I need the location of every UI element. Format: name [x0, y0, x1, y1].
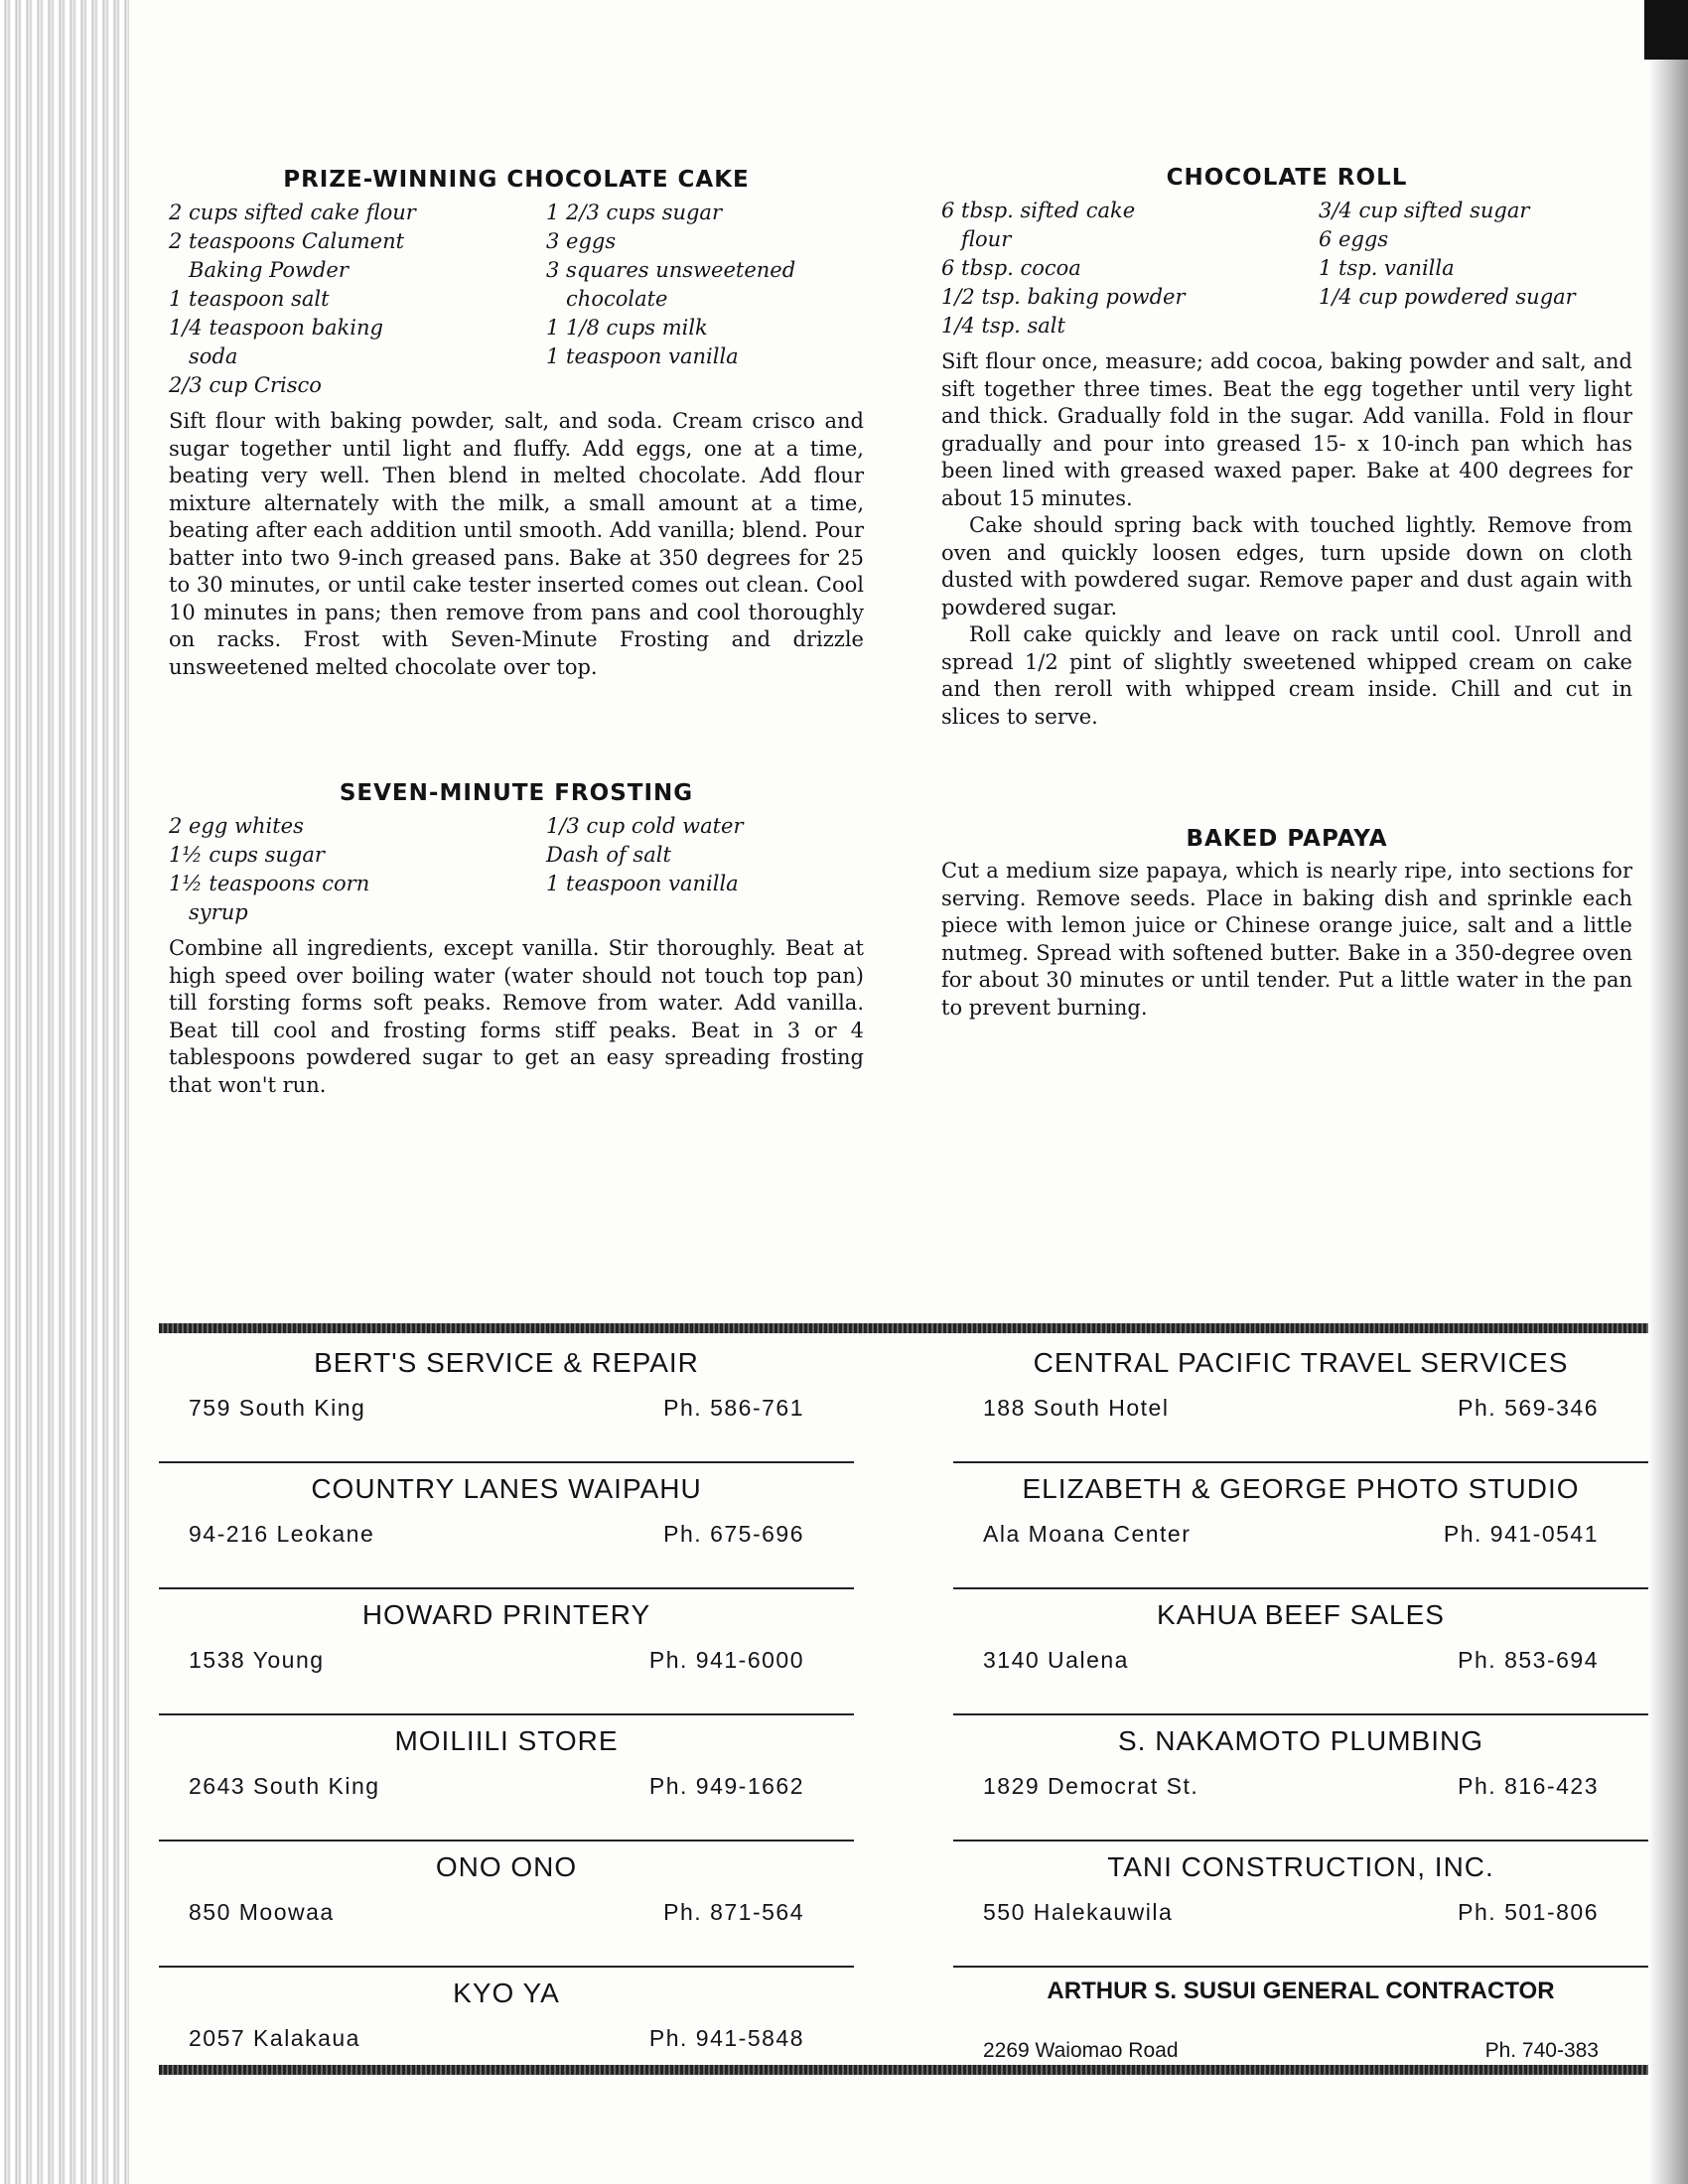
business-name: KYO YA [453, 1978, 560, 2008]
recipe-title: CHOCOLATE ROLL [1166, 165, 1408, 191]
ingredient-item: 3/4 cup sifted sugar [1319, 199, 1530, 222]
business-name: COUNTRY LANES WAIPAHU [311, 1473, 702, 1504]
ads-left-column [159, 1337, 854, 2092]
ingredient-column [169, 199, 526, 400]
business-name: CENTRAL PACIFIC TRAVEL SERVICES [1033, 1347, 1569, 1378]
ingredient-item: 2 cups sifted cake flour [169, 201, 416, 224]
business-ad [953, 1337, 1648, 1463]
ingredient-item: Dash of salt [546, 843, 671, 867]
business-name: S. NAKAMOTO PLUMBING [1118, 1725, 1483, 1756]
ingredient-column [546, 199, 864, 400]
business-name: MOILIILI STORE [394, 1725, 619, 1756]
ingredient-column [546, 812, 864, 927]
business-address: 1829 Democrat St. [983, 1773, 1199, 1799]
page-edge-shadow [1648, 0, 1688, 2184]
ingredient-item: 1 teaspoon vanilla [546, 872, 739, 895]
business-ad [159, 1463, 854, 1589]
recipe-directions [169, 408, 864, 681]
business-ad [953, 1715, 1648, 1842]
recipe-directions [941, 348, 1632, 731]
business-ad [953, 1463, 1648, 1589]
business-phone: Ph. 816-423 [1458, 1773, 1599, 1799]
ingredient-item: 6 eggs [1319, 227, 1389, 251]
business-address: 759 South King [189, 1395, 366, 1421]
business-phone: Ph. 949-1662 [648, 1773, 804, 1799]
business-address: 2643 South King [189, 1773, 380, 1799]
ingredient-column [169, 812, 526, 927]
ingredient-item: 3 eggs [546, 229, 617, 253]
business-phone: Ph. 501-806 [1458, 1899, 1599, 1925]
ingredient-item: 1/4 teaspoon baking soda [169, 316, 383, 368]
ingredient-item: 1/4 cup powdered sugar [1319, 285, 1576, 309]
ingredient-item: 6 tbsp. cocoa [941, 256, 1081, 280]
business-ad [159, 1589, 854, 1715]
business-phone: Ph. 740-383 [1484, 2039, 1599, 2062]
business-address: 2269 Waiomao Road [983, 2039, 1179, 2062]
business-address: Ala Moana Center [983, 1521, 1192, 1547]
business-phone: Ph. 941-6000 [648, 1647, 804, 1673]
recipe-seven-minute-frosting [169, 780, 864, 1099]
ingredient-item: 1½ teaspoons corn syrup [169, 872, 370, 924]
recipe-chocolate-cake [169, 167, 864, 681]
business-address: 850 Moowaa [189, 1899, 335, 1925]
ingredient-item: 1/2 tsp. baking powder [941, 285, 1186, 309]
ingredient-item: 2/3 cup Crisco [169, 373, 322, 397]
ingredient-list [169, 199, 864, 400]
business-address: 550 Halekauwila [983, 1899, 1174, 1925]
ingredient-item: 1½ cups sugar [169, 843, 325, 867]
direction-paragraph: Roll cake quickly and leave on rack until cool. Unroll and spread 1/2 pint of slightly sweetened whipped cream on cake and then reroll with whipped cream inside. Chill and cut in slices to serve. [941, 622, 1632, 729]
ads-bottom-rule [159, 2065, 1648, 2075]
ingredient-item: 1 tsp. vanilla [1319, 256, 1455, 280]
ingredient-list [169, 812, 864, 927]
business-address: 1538 Young [189, 1647, 325, 1673]
recipe-title: SEVEN-MINUTE FROSTING [339, 780, 694, 806]
business-name: ONO ONO [435, 1851, 578, 1882]
business-ads [159, 1337, 1648, 2062]
book-binding [0, 0, 129, 2184]
business-address: 94-216 Leokane [189, 1521, 375, 1547]
ads-top-rule [159, 1323, 1648, 1333]
ingredient-item: 1 2/3 cups sugar [546, 201, 722, 224]
ingredient-item: 1/4 tsp. salt [941, 314, 1065, 338]
ingredient-item: 1 teaspoon vanilla [546, 344, 739, 368]
business-ad [159, 1715, 854, 1842]
ingredient-item: 1/3 cup cold water [546, 814, 744, 838]
business-address: 3140 Ualena [983, 1647, 1129, 1673]
business-phone: Ph. 871-564 [663, 1899, 804, 1925]
ingredient-column [941, 197, 1299, 341]
business-phone: Ph. 941-5848 [648, 2025, 804, 2051]
business-name: ARTHUR S. SUSUI GENERAL CONTRACTOR [1047, 1978, 1555, 2004]
direction-paragraph: Cut a medium size papaya, which is nearly ripe, into sections for serving. Remove seeds. Place in baking dish and sprinkle each piece with lemon juice or Chinese orange juice, salt and a little nutmeg. Spread with softened butter. Bake in a 350-degree oven for about 30 minutes or until tender. Put a little water in the pan to prevent burning. [941, 859, 1632, 1020]
direction-paragraph: Combine all ingredients, except vanilla. Stir thoroughly. Beat at high speed over boiling water (water should not touch top pan) till forsting forms soft peaks. Remove from water. Add vanilla. Beat till cool and frosting forms stiff peaks. Beat in 3 or 4 tablespoons powdered sugar to get an easy spreading frosting that won't run. [169, 936, 864, 1097]
direction-paragraph: Sift flour once, measure; add cocoa, baking powder and salt, and sift together three times. Beat the egg together until very light and thick. Gradually fold in the sugar. Add vanilla. Fold in flour gradually and pour into greased 15- x 10-inch pan which has been lined with greased waxed paper. Bake at 400 degrees for about 15 minutes. [941, 349, 1632, 510]
business-ad [159, 1842, 854, 1968]
business-phone: Ph. 853-694 [1458, 1647, 1599, 1673]
recipe-title: BAKED PAPAYA [1186, 826, 1388, 852]
business-name: TANI CONSTRUCTION, INC. [1107, 1851, 1494, 1882]
business-phone: Ph. 941-0541 [1443, 1521, 1599, 1547]
business-name: KAHUA BEEF SALES [1157, 1599, 1445, 1630]
business-address: 2057 Kalakaua [189, 2025, 360, 2051]
business-ad [159, 1337, 854, 1463]
recipe-title: PRIZE-WINNING CHOCOLATE CAKE [283, 167, 750, 193]
recipe-chocolate-roll [941, 165, 1632, 731]
ingredient-item: 2 egg whites [169, 814, 304, 838]
ingredient-column [1319, 197, 1632, 341]
ads-right-column [953, 1337, 1648, 2092]
business-name: ELIZABETH & GEORGE PHOTO STUDIO [1022, 1473, 1580, 1504]
page-corner [1644, 0, 1688, 60]
ingredient-item: 1 teaspoon salt [169, 287, 330, 311]
ingredient-item: 1 1/8 cups milk [546, 316, 708, 340]
business-phone: Ph. 586-761 [663, 1395, 804, 1421]
direction-paragraph: Cake should spring back with touched lightly. Remove from oven and quickly loosen edges, turn upside down on cloth dusted with powdered sugar. Remove paper and dust again with powdered sugar. [941, 513, 1632, 619]
business-ad [953, 1842, 1648, 1968]
business-address: 188 South Hotel [983, 1395, 1170, 1421]
business-phone: Ph. 569-346 [1458, 1395, 1599, 1421]
business-phone: Ph. 675-696 [663, 1521, 804, 1547]
ingredient-item: 6 tbsp. sifted cake flour [941, 199, 1136, 251]
ingredient-item: 2 teaspoons Calument Baking Powder [169, 229, 405, 282]
recipe-directions [169, 935, 864, 1099]
ingredient-item: 3 squares unsweetened chocolate [546, 258, 796, 311]
business-name: HOWARD PRINTERY [361, 1599, 651, 1630]
direction-paragraph: Sift flour with baking powder, salt, and soda. Cream crisco and sugar together until light and fluffy. Add eggs, one at a time, beating very well. Then blend in melted chocolate. Add flour mixture alternately with the milk, a small amount at a time, beating after each addition until smooth. Add vanilla; blend. Pour batter into two 9-inch greased pans. Bake at 350 degrees for 25 to 30 minutes, or until cake tester inserted comes out clean. Cool 10 minutes in pans; then remove from pans and cool thoroughly on racks. Frost with Seven-Minute Frosting and drizzle unsweetened melted chocolate over top. [169, 409, 864, 679]
business-name: BERT'S SERVICE & REPAIR [314, 1347, 699, 1378]
recipe-directions [941, 858, 1632, 1022]
recipe-baked-papaya [941, 826, 1632, 1022]
business-ad [953, 1589, 1648, 1715]
ingredient-list [941, 197, 1632, 341]
